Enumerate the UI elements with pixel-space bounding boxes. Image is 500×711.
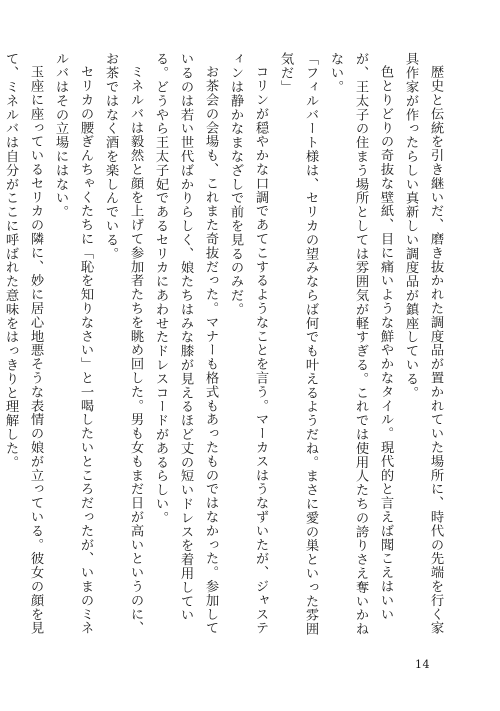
paragraph: コリンが穏やかな口調であてこするようなことを言う。マーカスはうなずいたが、ジャスティンは静かなまなざしで前を見るのみだ。 [228, 52, 268, 636]
body-text [3, 52, 448, 642]
paragraph: 玉座に座っているセリカの隣に、妙に居心地悪そうな表情の娘が立っている。彼女の顔を見て、ミネルバは自分がここに呼ばれた意味をはっきりと理解した。 [3, 52, 43, 636]
dialogue-paragraph: 「フィルバート様は、セリカの望みならば何でも叶えるようだね。まさに愛の巣といった雰囲気だ」 [278, 52, 318, 636]
paragraph: セリカの腰ぎんちゃくたちに「恥を知りなさい」と一喝したいところだったが、いまのミネルバはその立場にはない。 [53, 52, 93, 636]
paragraph: 色とりどりの奇抜な壁紙、目に痛いような鮮やかなタイル。現代的と言えば聞こえはいいが、王太子の住まう場所としては雰囲気が軽すぎる。これでは使用人たちの誇りさえ奪いかねない。 [328, 52, 393, 636]
page-number: 14 [415, 658, 430, 671]
paragraph: お茶会の会場も、これまた奇抜だった。マナーも格式もあったものではなかった。参加しているのは若い世代ばかりらしく、娘たちはみな膝が見えるほど丈の短いドレスを着用している。どうやら王太子妃であるセリカにあわせたドレスコードがあるらしい。 [153, 52, 218, 636]
paragraph: 歴史と伝統を引き継いだ、磨き抜かれた調度品が置かれていた場所に、時代の先端を行く家具作家が作ったらしい真新しい調度品が鎮座している。 [403, 52, 443, 636]
paragraph: ミネルバは毅然と顔を上げて参加者たちを眺め回した。男も女もまだ日が高いというのに、お茶ではなく酒を楽しんでいる。 [103, 52, 143, 636]
